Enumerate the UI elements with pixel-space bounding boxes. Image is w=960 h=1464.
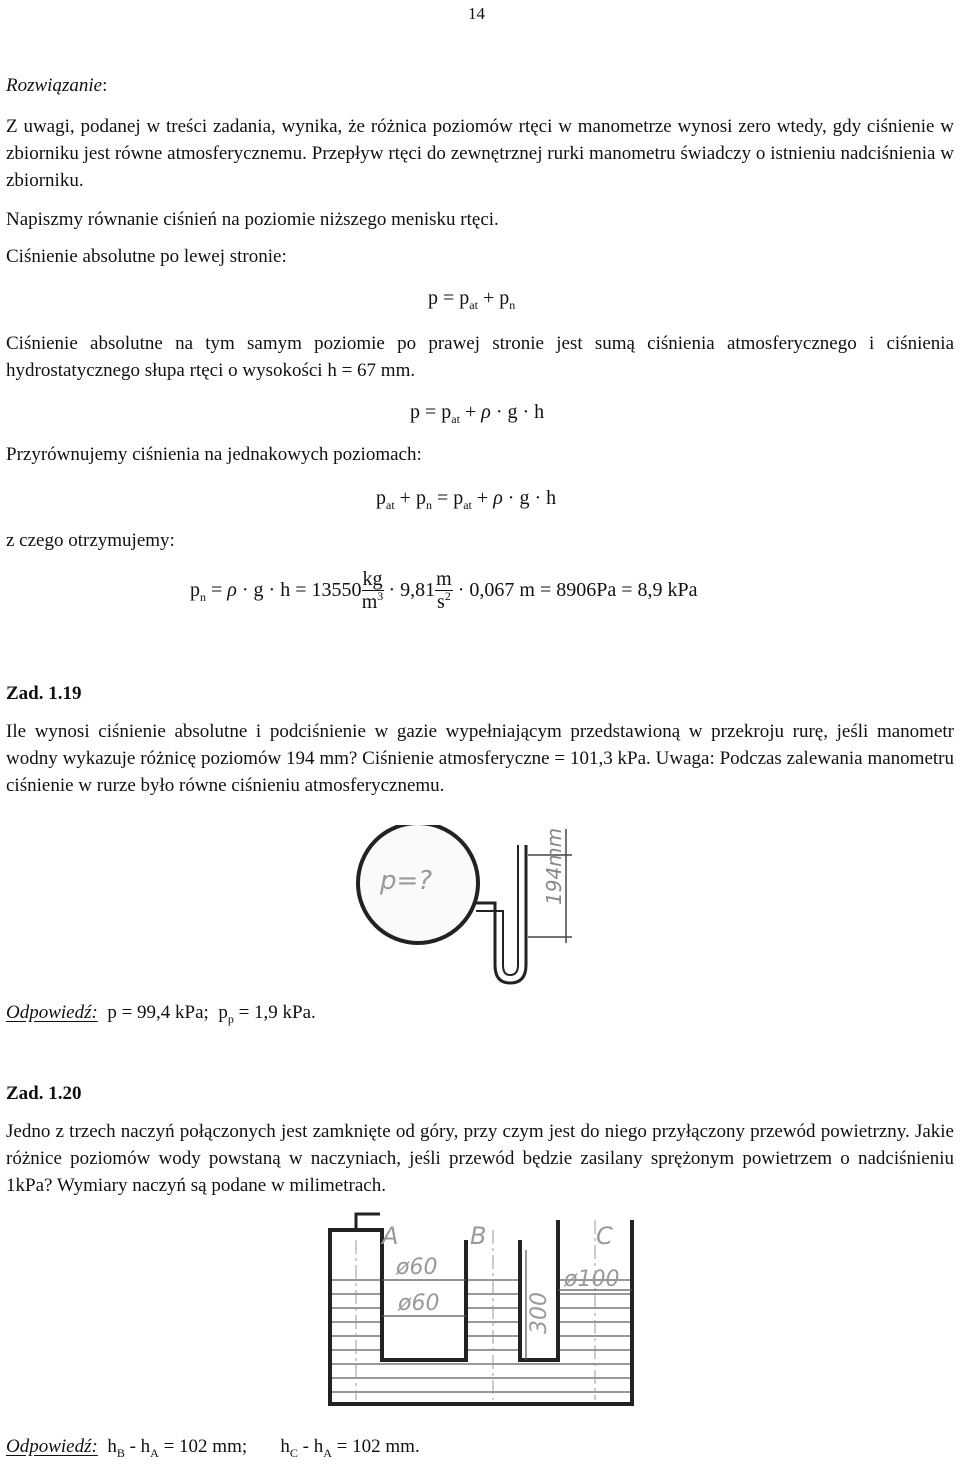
solution-paragraph-1: Z uwagi, podanej w treści zadania, wynika, że różnica poziomów rtęci w manometrze wynosi zero wtedy, gdy ciśnienie w zbiorniku jest równe atmosferycznemu. Przepływ rtęci do zewnętrznej rurki manometru świadczy o istnieniu nadciśnienia w zbiorniku. — [6, 116, 954, 191]
equation-equal-levels: $p_{at} + p_n = p_{at} + \rho \cdot g \cdot h$ — [376, 487, 557, 512]
height-300-label: 300 — [527, 1292, 552, 1334]
manometer-tube-inner — [476, 845, 518, 975]
equation-final-result: $p_n = \rho \cdot g \cdot h = 13550$ $\frac{kg}{m^3}$ · 9,81 $\frac{m}{s^2}$ · 0,067 m = 8906Pa = 8,9 kPa — [190, 568, 698, 613]
solution-paragraph-5: Przyrównujemy ciśnienia na jednakowych poziomach: — [6, 444, 422, 465]
solution-paragraph-4: Ciśnienie absolutne na tym samym poziomie po prawej stronie jest sumą ciśnienia atmosferycznego i ciśnienia hydrostatycznego słupa rtęci o wysokości h = 67 mm. — [6, 333, 954, 381]
vessel-c-label: C — [596, 1222, 613, 1250]
solution-paragraph-6: z czego otrzymujemy: — [6, 530, 175, 551]
solution-heading: Rozwiązanie: — [6, 75, 108, 96]
water-hatching — [330, 1280, 630, 1392]
dimension-194mm-label: 194mm — [542, 827, 566, 905]
solution-paragraph-3: Ciśnienie absolutne po lewej stronie: — [6, 246, 287, 267]
answer-label: Odpowiedź: — [6, 1002, 98, 1023]
answer-label: Odpowiedź: — [6, 1436, 98, 1457]
problem-1-20-answer: Odpowiedź: $h_B - h_A = 102$ mm; $h_C - h_A = 102$ mm. — [6, 1436, 420, 1460]
diameter-b-label: ø60 — [398, 1291, 440, 1316]
equation-left-pressure: $p = p_{at} + p_n$ — [428, 287, 516, 312]
diameter-a-label: ø60 — [396, 1255, 438, 1280]
problem-1-20-text: Jedno z trzech naczyń połączonych jest zamknięte od góry, przy czym jest do niego przyłączony przewód powietrzny. Jakie różnice poziomów wody powstaną w naczyniach, jeśli przewód będzie zasilany sprężonym powietrzem o nadciśnieniu 1kPa? Wymiary naczyń są podane w milimetrach. — [6, 1121, 954, 1196]
pipe-pressure-label: p=? — [380, 866, 433, 896]
vessel-labels — [380, 1222, 619, 1334]
page-number: 14 — [468, 4, 485, 23]
equation-right-pressure: $p = p_{at} + \rho \cdot g \cdot h$ — [410, 401, 545, 426]
problem-1-19-text: Ile wynosi ciśnienie absolutne i podciśnienie w gazie wypełniającym przedstawioną w przekroju rurę, jeśli manometr wodny wykazuje różnicę poziomów 194 mm? Ciśnienie atmosferyczne = 101,3 kPa. Uwaga: Podczas zalewania manometru ciśnienie w rurze było równe ciśnieniu atmosferycznemu. — [6, 721, 954, 796]
air-pipe — [356, 1214, 380, 1230]
pipe-manometer-figure — [340, 825, 600, 990]
diameter-c-label: ø100 — [564, 1267, 620, 1292]
vessel-b-label: B — [470, 1222, 487, 1250]
solution-heading-label: Rozwiązanie — [6, 75, 103, 96]
problem-1-19-answer: Odpowiedź: p = 99,4 kPa; $p_p = 1,9$ kPa. — [6, 1002, 316, 1026]
solution-paragraph-2: Napiszmy równanie ciśnień na poziomie niższego menisku rtęci. — [6, 209, 499, 230]
connected-vessels-figure — [300, 1210, 660, 1415]
problem-1-20-title: Zad. 1.20 — [6, 1083, 82, 1104]
vessel-a-label: A — [382, 1222, 399, 1250]
problem-1-19-title: Zad. 1.19 — [6, 683, 82, 704]
